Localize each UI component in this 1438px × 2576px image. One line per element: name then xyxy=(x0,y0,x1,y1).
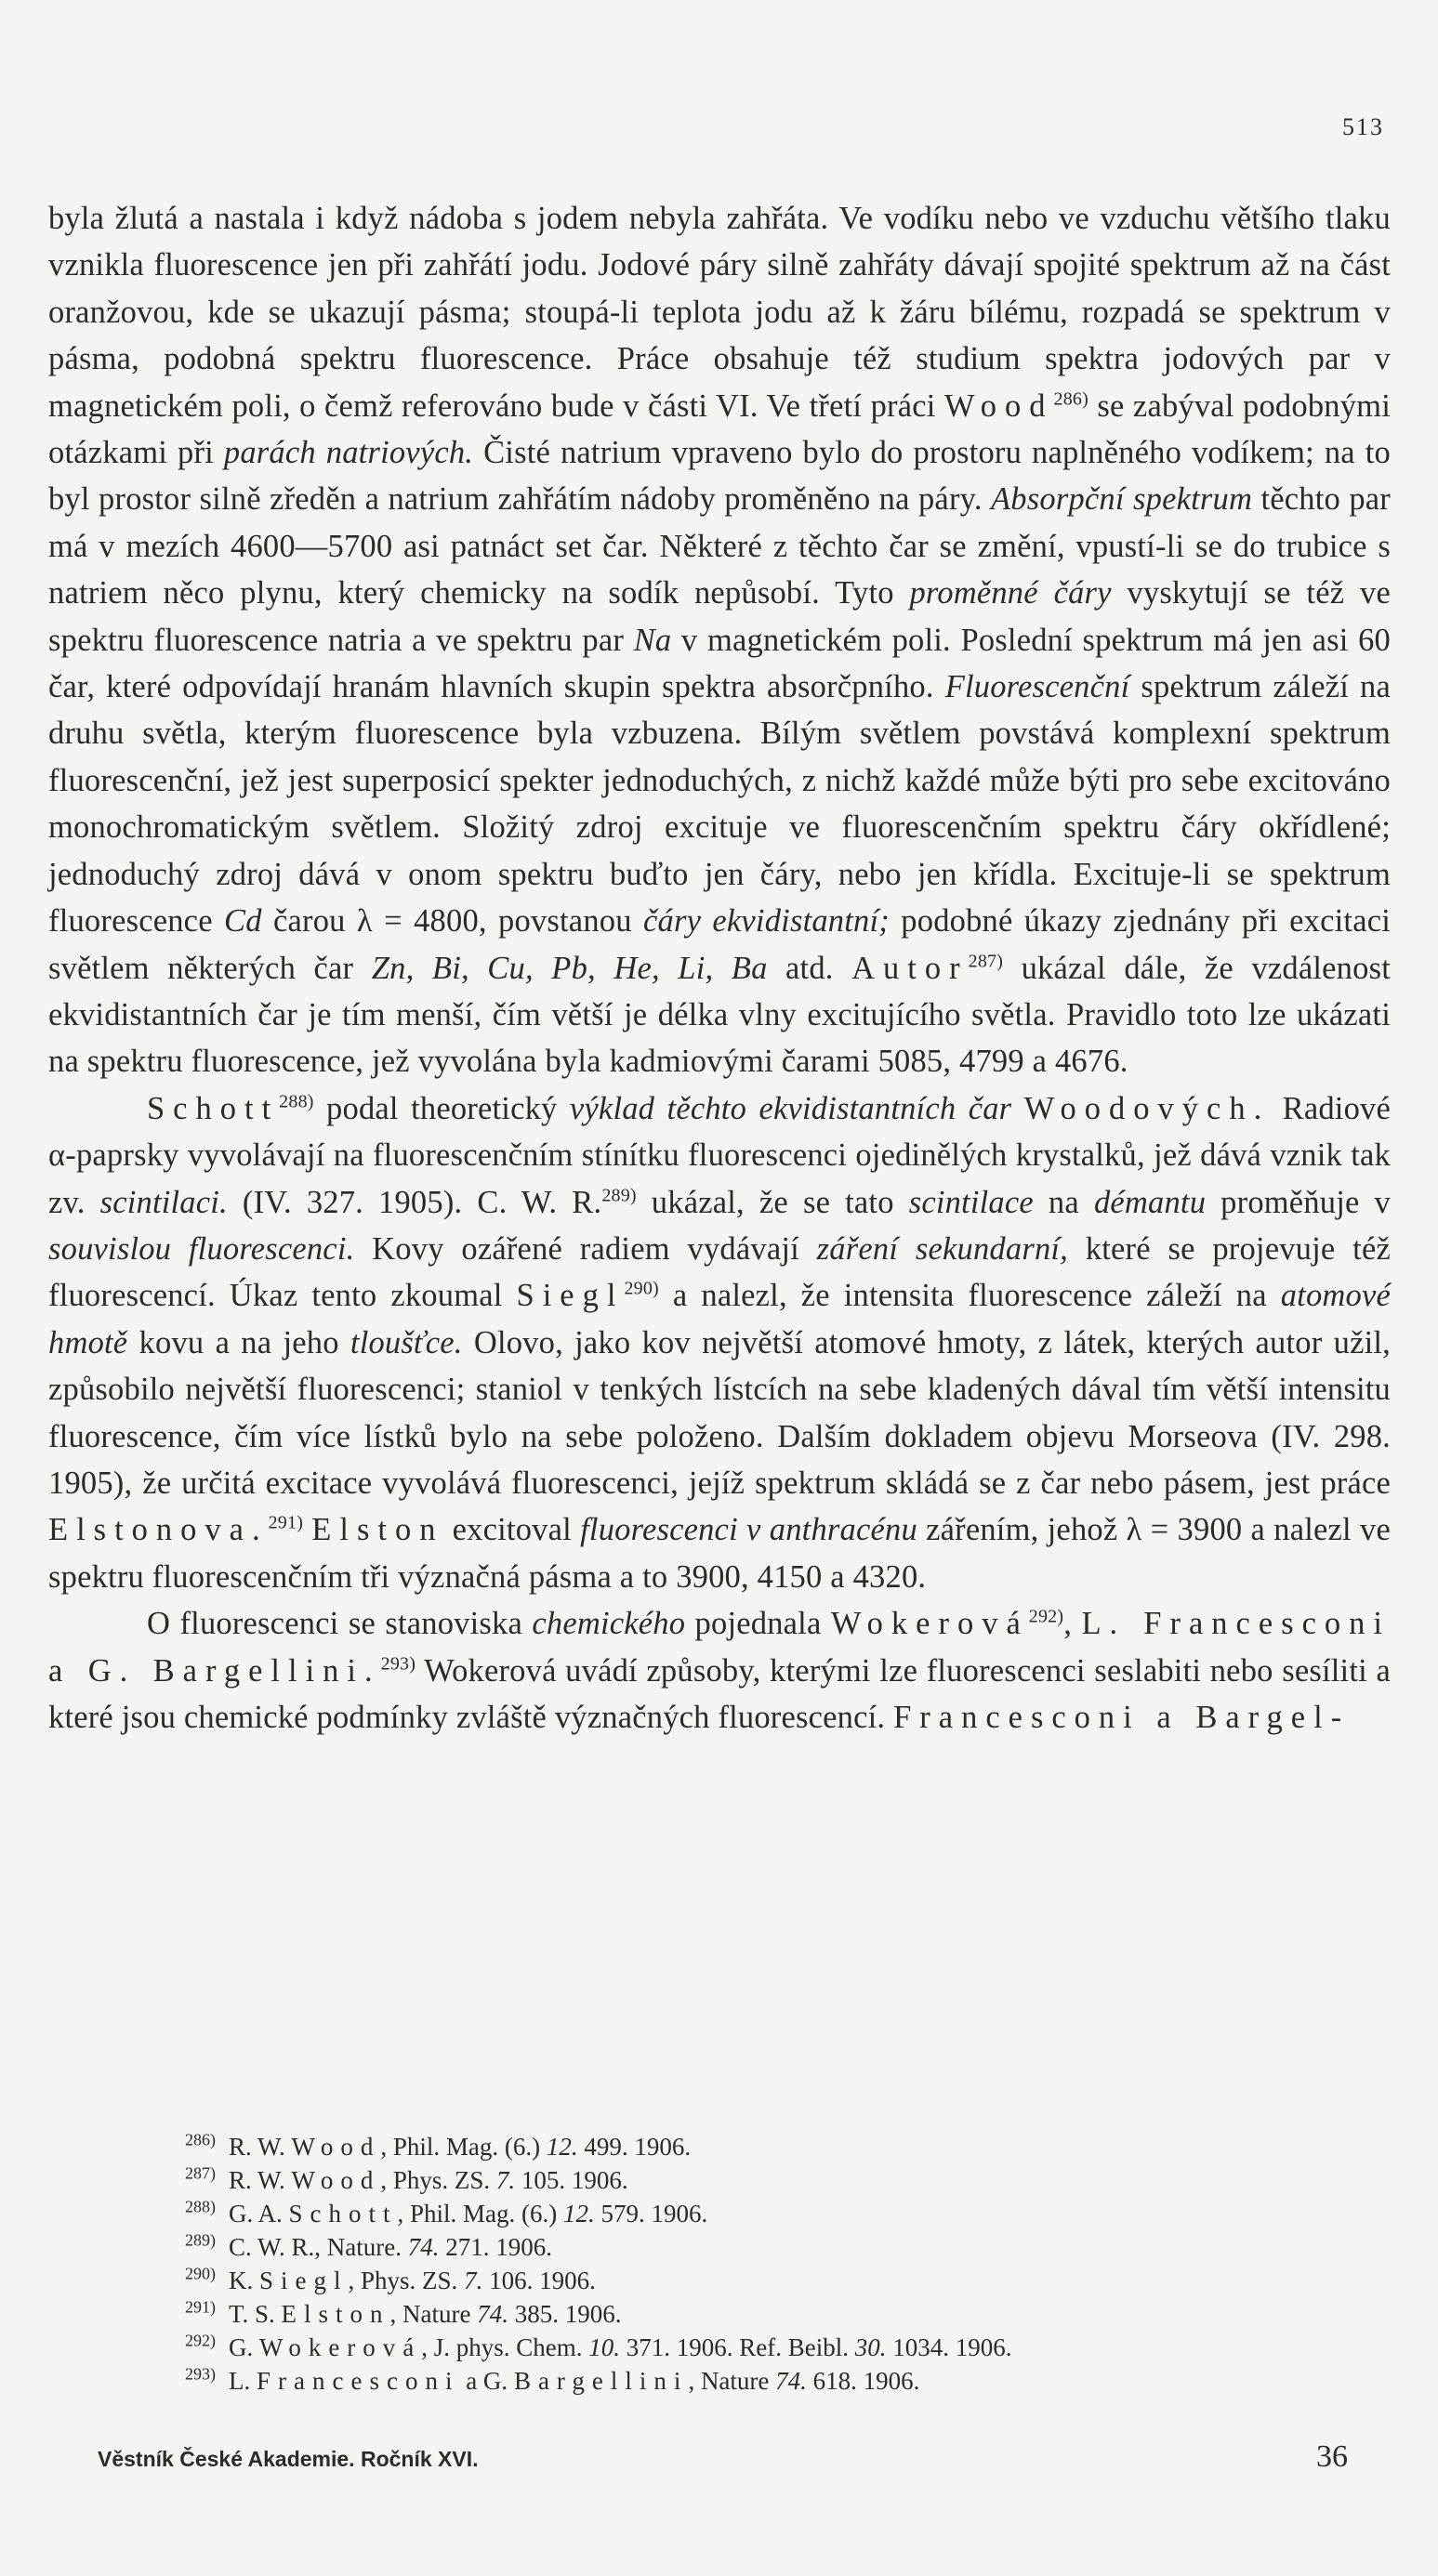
italic-text: Absorpční spektrum xyxy=(991,481,1253,518)
footnote-number: 289) xyxy=(185,2230,216,2250)
italic-text: chemického xyxy=(532,1606,686,1642)
text-run: spektrum záleží na druhu světla, kterým fluorescence byla vzbuzena. Bílým světlem povstává komplexní spektrum fluorescenční, jež jest superposicí spekter jednoduchých, z nichž každé může býti pro sebe excitováno monochromatickým světlem. Složitý zdroj excituje ve fluorescenčním spektru čáry okřídlené; jednoduchý zdroj dává v onom spektru buďto jen čáry, nebo jen křídla. Excituje-li se spektrum fluorescence xyxy=(48,669,1391,940)
text-run: proměňuje v xyxy=(1206,1184,1392,1220)
italic-text: tloušťce. xyxy=(350,1324,463,1360)
footnote-ref: 286) xyxy=(1053,388,1088,410)
italic-text: atomové hmotě xyxy=(48,1278,1391,1360)
text-run: O fluorescenci se stanoviska xyxy=(147,1606,533,1642)
text-run: ukázal dále, že vzdálenost ekvidistantních čar je tím menší, čím větší je délka vlny excitujícího světla. Pravidlo toto lze ukázati na spektru fluorescence, jež vyvolána byla kadmiovými čarami 5085, 4799 a 4676. xyxy=(48,950,1391,1080)
italic-text: Na xyxy=(633,622,672,658)
italic-text: 10. xyxy=(588,2333,621,2361)
paragraph xyxy=(48,1085,1391,1600)
text-run: 105. 1906. xyxy=(515,2166,628,2194)
spaced-name: Schott xyxy=(288,2200,398,2228)
footnote-ref: 289) xyxy=(601,1185,637,1206)
spaced-name: Elstonova. xyxy=(48,1512,269,1548)
text-run: které se projevuje též fluorescencí. Úkaz tento zkoumal xyxy=(48,1230,1391,1314)
footnote-text xyxy=(229,2197,707,2230)
text-run: , Phil. Mag. (6.) xyxy=(397,2200,564,2228)
spaced-name: Wokerová xyxy=(259,2333,422,2361)
footnote-text xyxy=(229,2230,552,2264)
spaced-name: Woodových. xyxy=(1023,1090,1271,1126)
spaced-name: Francesconi xyxy=(257,2367,460,2395)
spaced-name: Schott xyxy=(147,1090,280,1126)
text-run: se zabýval podobnými otázkami při xyxy=(48,388,1391,471)
italic-text: scintilace xyxy=(908,1184,1034,1220)
paragraph xyxy=(48,1600,1391,1741)
footnote-text xyxy=(229,2331,1012,2364)
journal-title: Věstník České Akademie. Ročník XVI. xyxy=(98,2447,479,2471)
spaced-name: Wood xyxy=(291,2133,381,2161)
text-run: Čisté natrium vpraveno bylo do prostoru naplněného vodíkem; na to byl prostor silně zředěn a natrium zahřátím nádoby proměněno na páry. xyxy=(48,435,1391,518)
text-run: (IV. 327. 1905). C. W. R. xyxy=(227,1184,602,1220)
text-run: , Nature xyxy=(688,2367,776,2395)
footnote-number: 287) xyxy=(185,2163,216,2183)
text-run: 1034. 1906. xyxy=(886,2333,1012,2361)
text-run xyxy=(1011,1091,1023,1126)
sheet-number: 36 xyxy=(1316,2439,1348,2474)
text-run: Kovy ozářené radiem vydávají xyxy=(354,1230,817,1267)
italic-text: 7. xyxy=(464,2267,483,2294)
italic-text: 7. xyxy=(495,2166,516,2194)
italic-text: fluorescenci v anthracénu xyxy=(580,1512,917,1548)
footnote-text xyxy=(229,2264,596,2297)
text-run: 579. 1906. xyxy=(594,2200,708,2228)
footnote-ref: 290) xyxy=(624,1278,659,1299)
page-number: 513 xyxy=(1342,113,1384,140)
italic-text: 30. xyxy=(854,2333,887,2361)
footnotes xyxy=(151,2130,1396,2398)
text-run: a G. xyxy=(459,2367,514,2395)
text-run: vyskytují se též ve spektru fluorescence natria a ve spektru par xyxy=(48,575,1391,658)
footnote-number: 292) xyxy=(185,2331,216,2350)
spaced-name: Autor xyxy=(851,950,969,986)
text-run: zářením, jehož λ = 3900 a nalezl ve spektru fluorescenčním tři význačná pásma a to 3900, 4150 a 4320. xyxy=(48,1512,1392,1595)
italic-text: 74. xyxy=(477,2300,508,2328)
text-run: R. W. xyxy=(229,2166,292,2194)
footnote-text xyxy=(229,2130,691,2163)
text-run: těchto par má v mezích 4600—5700 asi patnáct set čar. Některé z těchto čar se změní, vpustí-li se do trubice s natriem něco plynu, který chemicky na sodík nepůsobí. Tyto xyxy=(48,481,1391,611)
text-run: Wokerová uvádí způsoby, kterými lze fluorescenci seslabiti nebo sesíliti a které jsou chemické podmínky zvláště význačných fluorescencí. xyxy=(48,1652,1391,1735)
text-run: excitoval xyxy=(443,1512,581,1548)
footnote xyxy=(151,2297,1396,2331)
footnote xyxy=(151,2163,1396,2197)
text-run: a nalezl, že intensita fluorescence záleží na xyxy=(658,1278,1281,1314)
footnote xyxy=(151,2197,1396,2230)
footnote-ref: 292) xyxy=(1028,1606,1064,1627)
italic-text: čáry ekvidistantní; xyxy=(642,903,890,940)
italic-text: záření sekundarní, xyxy=(816,1230,1069,1267)
text-run: , Nature xyxy=(389,2300,478,2328)
italic-text: Cd xyxy=(224,903,262,940)
footnote-ref: 287) xyxy=(968,951,1004,971)
spaced-name: Wood xyxy=(943,388,1054,424)
italic-text: výklad těchto ekvidistantních čar xyxy=(569,1090,1012,1126)
italic-text: souvislou fluorescenci. xyxy=(48,1230,355,1267)
footnote xyxy=(151,2130,1396,2163)
text-run: ukázal, že se tato xyxy=(636,1184,909,1220)
spaced-name: Siegl xyxy=(516,1278,625,1314)
spaced-name: Siegl xyxy=(259,2267,349,2294)
footnote-number: 286) xyxy=(185,2130,216,2149)
italic-text: 74. xyxy=(775,2367,807,2395)
footnote-number: 291) xyxy=(185,2297,216,2317)
paragraph xyxy=(48,195,1391,1085)
text-run: 499. 1906. xyxy=(577,2133,692,2161)
italic-text: 74. xyxy=(407,2233,440,2261)
italic-text: démantu xyxy=(1093,1184,1207,1220)
text-run: R. W. xyxy=(229,2133,292,2161)
text-run: K. xyxy=(229,2267,259,2294)
italic-text: Zn, Bi, Cu, Pb, He, Li, Ba xyxy=(371,950,768,986)
spaced-name: Bargellini xyxy=(513,2367,689,2395)
spaced-name: Elston xyxy=(311,1512,444,1548)
italic-text: 12. xyxy=(563,2200,595,2228)
text-run: podal theoretický xyxy=(313,1090,570,1126)
spaced-name: Francesconi a Bargel- xyxy=(893,1700,1351,1735)
footnote-number: 288) xyxy=(185,2197,216,2216)
footnote xyxy=(151,2331,1396,2364)
text-run: G. A. xyxy=(229,2200,289,2228)
text-run: , Phys. ZS. xyxy=(348,2267,465,2294)
text-run: 385. 1906. xyxy=(508,2300,622,2328)
footnote xyxy=(151,2264,1396,2297)
text-run: kovu a na jeho xyxy=(127,1324,350,1360)
spaced-name: L. Francesconi a G. Bargellini. xyxy=(48,1606,1391,1689)
text-run: 106. 1906. xyxy=(482,2267,596,2294)
text-run: čarou λ = 4800, povstanou xyxy=(261,903,643,940)
spaced-name: Wokerová xyxy=(830,1606,1029,1642)
italic-text: scintilaci. xyxy=(99,1184,228,1220)
text-run: atd. xyxy=(767,950,852,986)
text-run: L. xyxy=(229,2367,257,2395)
italic-text: 12. xyxy=(546,2133,578,2161)
italic-text: proměnné čáry xyxy=(909,575,1112,611)
footnote-text xyxy=(229,2364,919,2398)
text-run: , Phil. Mag. (6.) xyxy=(380,2133,547,2161)
footnote-number: 293) xyxy=(185,2364,216,2384)
text-run: , J. phys. Chem. xyxy=(421,2333,589,2361)
footnote xyxy=(151,2364,1396,2398)
footnote-number: 290) xyxy=(185,2264,216,2283)
text-run: pojednala xyxy=(685,1606,831,1642)
text-run xyxy=(303,1512,311,1547)
spaced-name: Wood xyxy=(291,2166,381,2194)
italic-text: parách natriových. xyxy=(223,435,474,471)
page-footer xyxy=(98,2439,1348,2475)
footnote-text xyxy=(229,2163,628,2197)
body-text xyxy=(48,195,1391,1741)
text-run: Olovo, jako kov největší atomové hmoty, z látek, kterých autor užil, způsobilo největší fluorescenci; staniol v tenkých lístcích na sebe kladených dával tím větší intensitu fluorescence, čím více lístků bylo na sebe položeno. Dalším dokladem objevu Morseova (IV. 298. 1905), že určitá excitace vyvolává fluorescenci, jejíž spektrum skládá se z čar nebo pásem, jest práce xyxy=(48,1324,1391,1501)
text-run: , xyxy=(1063,1606,1082,1642)
text-run: na xyxy=(1033,1184,1094,1220)
footnote-text xyxy=(229,2297,622,2331)
spaced-name: Elston xyxy=(281,2300,390,2328)
text-run: , Phys. ZS. xyxy=(380,2166,496,2194)
text-run: 271. 1906. xyxy=(439,2233,552,2261)
text-run: 371. 1906. Ref. Beibl. xyxy=(620,2333,855,2361)
footnote-ref: 291) xyxy=(268,1512,304,1533)
text-run: T. S. xyxy=(229,2300,282,2328)
footnote xyxy=(151,2230,1396,2264)
footnote-ref: 288) xyxy=(279,1091,314,1112)
text-run: podobné úkazy zjednány při excitaci světlem některých čar xyxy=(48,903,1392,986)
text-run: 618. 1906. xyxy=(806,2367,920,2395)
footnote-ref: 293) xyxy=(380,1653,416,1675)
italic-text: Fluorescenční xyxy=(944,669,1130,705)
text-run: v magnetickém poli. Poslední spektrum má jen asi 60 čar, které odpovídají hranám hlavních skupin spektra absorčpního. xyxy=(48,622,1391,705)
text-run: byla žlutá a nastala i když nádoba s jodem nebyla zahřáta. Ve vodíku nebo ve vzduchu většího tlaku vznikla fluorescence jen při zahřátí jodu. Jodové páry silně zahřáty dávají spojité spektrum až na část oranžovou, kde se ukazují pásma; stoupá-li teplota jodu až k žáru bílému, rozpadá se spektrum v pásma, podobná spektru fluorescence. Práce obsahuje též studium spektra jodových par v magnetickém poli, o čemž referováno bude v části VI. Ve třetí práci xyxy=(48,201,1391,424)
text-run: C. W. R., Nature. xyxy=(229,2233,408,2261)
text-run: Radiové α-paprsky vyvolávají na fluorescenčním stínítku fluorescenci ojedinělých krystalků, jež dává vznik tak zv. xyxy=(48,1090,1391,1220)
text-run: G. xyxy=(229,2333,259,2361)
